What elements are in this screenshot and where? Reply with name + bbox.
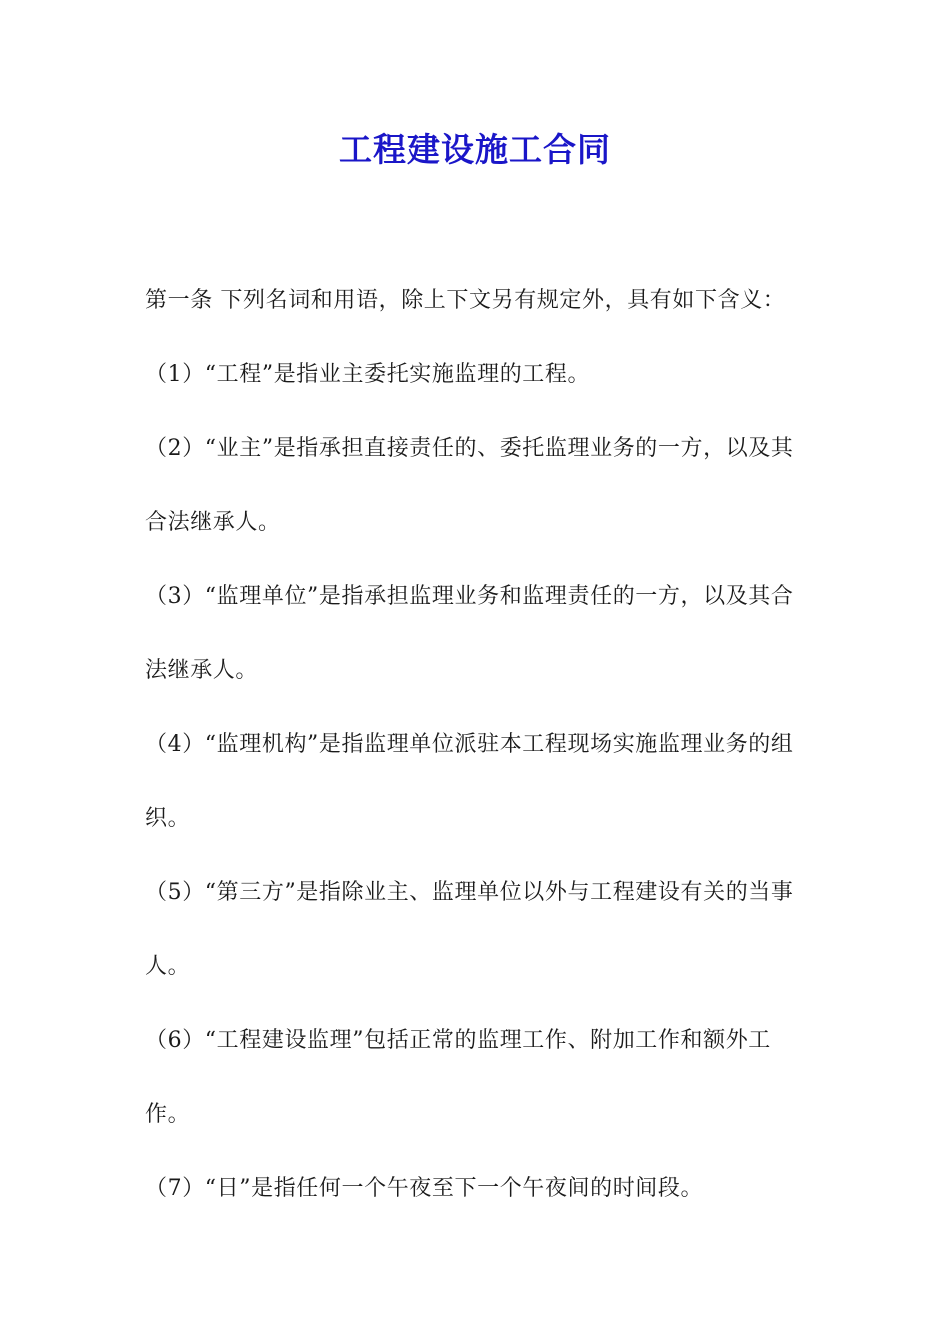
definition-item-4: （4）“监理机构”是指监理单位派驻本工程现场实施监理业务的组织。	[145, 732, 794, 831]
document-title: 工程建设施工合同	[339, 130, 611, 169]
definition-item-2: （2）“业主”是指承担直接责任的、委托监理业务的一方，以及其合法继承人。	[145, 436, 794, 535]
definition-item-1: （1）“工程”是指业主委托实施监理的工程。	[145, 362, 591, 387]
definition-item-6: （6）“工程建设监理”包括正常的监理工作、附加工作和额外工作。	[145, 1028, 771, 1127]
definition-item-5: （5）“第三方”是指除业主、监理单位以外与工程建设有关的当事人。	[145, 880, 794, 979]
definition-item-3: （3）“监理单位”是指承担监理业务和监理责任的一方，以及其合法继承人。	[145, 584, 794, 683]
clause-intro: 第一条 下列名词和用语，除上下文另有规定外，具有如下含义：	[145, 288, 786, 313]
definition-item-7: （7）“日”是指任何一个午夜至下一个午夜间的时间段。	[145, 1176, 704, 1201]
document-body	[145, 264, 815, 1226]
